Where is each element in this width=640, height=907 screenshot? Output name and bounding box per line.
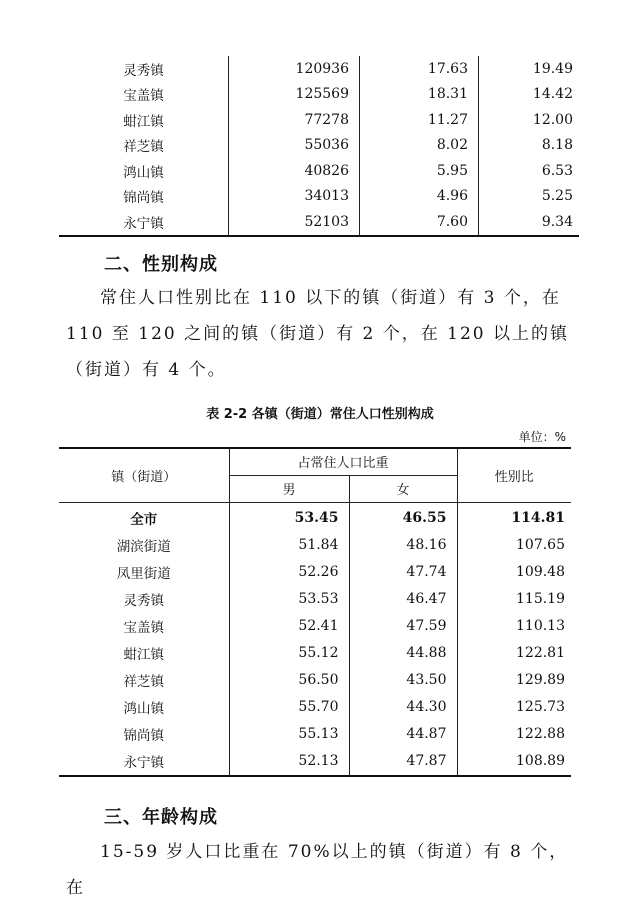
table-unit: 单位：% [518, 430, 566, 444]
table-row-total [59, 502, 571, 532]
header-male: 男 [229, 475, 349, 502]
table-caption: 表 2-2 各镇（街道）常住人口性别构成 [206, 407, 434, 422]
population-value: 34013 [229, 184, 360, 210]
table-row [59, 721, 571, 748]
header-town: 镇（街道） [59, 448, 229, 502]
section-paragraph-age: 15-59 岁人口比重在 70%以上的镇（街道）有 8 个，在 [66, 842, 569, 898]
header-female: 女 [349, 475, 457, 502]
table-row [59, 613, 571, 640]
female-share: 46.55 [349, 502, 457, 532]
share-value: 5.95 [360, 158, 479, 184]
male-share: 53.53 [229, 586, 349, 613]
header-share: 占常住人口比重 [229, 448, 457, 475]
share-value-2: 12.00 [479, 107, 580, 133]
male-share: 52.13 [229, 748, 349, 776]
town-name: 锦尚镇 [123, 728, 164, 744]
table-row [59, 107, 579, 133]
section-paragraph-gender: 常住人口性别比在 110 以下的镇（街道）有 3 个，在 110 至 120 之间的镇（街道）有 2 个，在 120 以上的镇（街道）有 4 个。 [66, 288, 569, 380]
female-share: 43.50 [349, 667, 457, 694]
town-name: 蚶江镇 [123, 647, 164, 663]
town-name: 蚶江镇 [123, 113, 164, 130]
gender-composition-table [59, 447, 571, 777]
male-share: 55.13 [229, 721, 349, 748]
male-share: 51.84 [229, 532, 349, 559]
section-heading-age: 三、年龄构成 [104, 807, 218, 828]
sex-ratio: 107.65 [457, 532, 571, 559]
sex-ratio: 108.89 [457, 748, 571, 776]
town-name: 灵秀镇 [123, 62, 164, 79]
male-share: 55.12 [229, 640, 349, 667]
population-value: 120936 [229, 56, 360, 82]
town-name: 鸿山镇 [123, 701, 164, 717]
header-sex-ratio: 性别比 [457, 448, 571, 502]
population-value: 40826 [229, 158, 360, 184]
share-value: 11.27 [360, 107, 479, 133]
town-name: 宝盖镇 [123, 88, 164, 105]
table-row [59, 694, 571, 721]
female-share: 46.47 [349, 586, 457, 613]
table-row [59, 667, 571, 694]
sex-ratio: 110.13 [457, 613, 571, 640]
female-share: 47.59 [349, 613, 457, 640]
share-value-2: 5.25 [479, 184, 580, 210]
town-name: 祥芝镇 [123, 674, 164, 690]
share-value: 18.31 [360, 82, 479, 108]
town-name: 锦尚镇 [123, 190, 164, 207]
male-share: 52.26 [229, 559, 349, 586]
table-row [59, 748, 571, 776]
population-value: 125569 [229, 82, 360, 108]
male-share: 56.50 [229, 667, 349, 694]
share-value-2: 8.18 [479, 133, 580, 159]
town-name: 灵秀镇 [123, 593, 164, 609]
share-value: 8.02 [360, 133, 479, 159]
population-value: 77278 [229, 107, 360, 133]
share-value: 4.96 [360, 184, 479, 210]
female-share: 47.74 [349, 559, 457, 586]
female-share: 44.88 [349, 640, 457, 667]
table-row [59, 56, 579, 82]
town-name: 永宁镇 [59, 748, 229, 776]
sex-ratio: 125.73 [457, 694, 571, 721]
sex-ratio: 115.19 [457, 586, 571, 613]
sex-ratio: 129.89 [457, 667, 571, 694]
share-value-2: 6.53 [479, 158, 580, 184]
population-table-continued [59, 56, 579, 237]
sex-ratio: 122.81 [457, 640, 571, 667]
table-row [59, 532, 571, 559]
table-row [59, 184, 579, 210]
population-value: 52103 [229, 209, 360, 236]
section-heading-gender: 二、性别构成 [104, 254, 218, 275]
female-share: 44.30 [349, 694, 457, 721]
male-share: 55.70 [229, 694, 349, 721]
male-share: 52.41 [229, 613, 349, 640]
share-value: 7.60 [360, 209, 479, 236]
share-value: 17.63 [360, 56, 479, 82]
sex-ratio: 114.81 [457, 502, 571, 532]
town-name: 凤里街道 [116, 566, 171, 582]
sex-ratio: 122.88 [457, 721, 571, 748]
town-name: 全市 [130, 512, 158, 528]
table-row [59, 158, 579, 184]
share-value-2: 19.49 [479, 56, 580, 82]
town-name: 永宁镇 [59, 209, 229, 236]
table-row [59, 559, 571, 586]
share-value-2: 9.34 [479, 209, 580, 236]
share-value-2: 14.42 [479, 82, 580, 108]
table-row [59, 82, 579, 108]
table-row [59, 586, 571, 613]
town-name: 鸿山镇 [123, 164, 164, 181]
table-row [59, 133, 579, 159]
population-value: 55036 [229, 133, 360, 159]
female-share: 44.87 [349, 721, 457, 748]
table-row [59, 640, 571, 667]
town-name: 湖滨街道 [116, 539, 171, 555]
sex-ratio: 109.48 [457, 559, 571, 586]
town-name: 宝盖镇 [123, 620, 164, 636]
female-share: 48.16 [349, 532, 457, 559]
male-share: 53.45 [229, 502, 349, 532]
female-share: 47.87 [349, 748, 457, 776]
table-row [59, 209, 579, 236]
town-name: 祥芝镇 [123, 139, 164, 156]
